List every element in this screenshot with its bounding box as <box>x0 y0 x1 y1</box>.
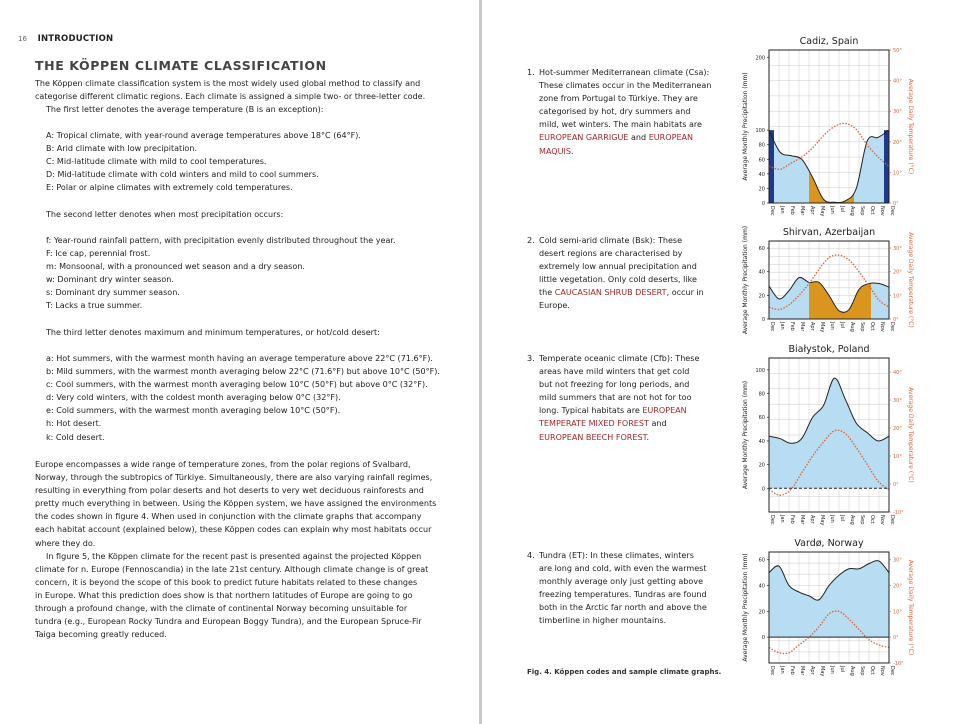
x-tick-label: Dec <box>769 515 775 525</box>
y-tick-label: 20 <box>758 186 765 193</box>
y2-tick-label: -10° <box>893 661 904 667</box>
y-tick-label: 20 <box>758 609 765 616</box>
list-item: c: Cool summers, with the warmest month averaging below 10°C (50°F) but above 0°C (32°F). <box>46 380 428 390</box>
text-line: little vegetation. Only cold deserts, like <box>539 275 697 285</box>
text-line: through a profound change, with the climate of continental Norway becoming unsuitable for <box>35 604 408 614</box>
x-tick-label: Dec <box>889 322 895 332</box>
chart-title: Białystok, Poland <box>788 344 870 355</box>
text-line: climate for n. Europe (Fennoscandia) in the late 21st century. Although climate change is of great <box>35 564 429 574</box>
text: the <box>539 288 555 298</box>
y-tick-label: 100 <box>755 128 765 135</box>
x-tick-label: Nov <box>879 322 885 332</box>
x-tick-label: Jan <box>779 322 785 330</box>
x-tick-label: Mar <box>799 666 805 676</box>
list-item: f: Year-round rainfall pattern, with precipitation evenly distributed throughout the year. <box>46 236 396 245</box>
x-tick-label: Jan <box>779 515 785 523</box>
y-tick-label: 40 <box>758 269 765 276</box>
list-item: s: Dominant dry summer season. <box>46 288 180 298</box>
x-tick-label: Jan <box>779 666 785 674</box>
x-tick-label: Dec <box>769 666 775 676</box>
text-line: desert regions are characterised by <box>539 249 683 259</box>
y-tick-label: 60 <box>758 157 765 164</box>
text-line: Cold semi-arid climate (Bsk): These <box>539 236 683 245</box>
text-line: mild summers that are not hot for too <box>539 393 692 403</box>
x-tick-label: Oct <box>869 666 875 675</box>
text-line: mild, wet winters. The main habitats are <box>539 120 702 130</box>
text-line: Temperate oceanic climate (Cfb): These <box>539 354 700 363</box>
text-line: zone from Portugal to Türkiye. They are <box>539 94 698 104</box>
text-line: each habitat account (explained below), these Köppen codes can explain why most habitats occur <box>35 525 432 535</box>
climate-item-bsk <box>527 234 727 313</box>
y2-tick-label: 20° <box>893 583 902 590</box>
y-tick-label: 20 <box>758 293 765 300</box>
section-title: INTRODUCTION <box>37 34 114 44</box>
y-tick-label: 200 <box>755 55 765 62</box>
item-number: 2. <box>527 236 535 245</box>
x-tick-label: Apr <box>809 666 815 675</box>
third-letter-list <box>46 352 466 444</box>
y2-tick-label: -10° <box>893 510 904 516</box>
y2-tick-label: 0° <box>893 317 899 323</box>
y2-axis-title: Average Daily Temperature (°C) <box>907 387 914 483</box>
x-tick-label: Jan <box>779 206 785 214</box>
x-tick-label: May <box>819 666 825 677</box>
running-head <box>18 34 113 44</box>
intro-line: The Köppen climate classification system is the most widely used global method to classify and <box>35 79 421 88</box>
x-tick-label: Jun <box>829 206 835 214</box>
chart-title: Shirvan, Azerbaijan <box>782 227 876 238</box>
habitat-link[interactable]: MAQUIS <box>539 146 572 156</box>
y-axis-title: Average Monthly Precipitation (mm) <box>742 225 749 335</box>
page-number: 16 <box>18 35 27 43</box>
y-tick-label: 0 <box>761 317 765 323</box>
text-line: but not freezing for long periods, and <box>539 380 690 390</box>
climate-chart-vardo <box>725 535 950 680</box>
habitat-link[interactable]: EUROPEAN GARRIGUE <box>539 133 629 143</box>
body-paragraph-1 <box>35 458 475 641</box>
climate-chart-shirvan <box>725 222 950 337</box>
y2-tick-label: 20° <box>893 139 902 146</box>
y-tick-label: 0 <box>761 635 765 642</box>
x-tick-label: Nov <box>879 515 885 525</box>
list-item: A: Tropical climate, with year-round average temperatures above 18°C (64°F). <box>46 131 361 140</box>
figure-caption: Fig. 4. Köppen codes and sample climate graphs. <box>527 668 722 676</box>
chart-title: Cadiz, Spain <box>799 36 859 47</box>
x-tick-label: Aug <box>849 206 855 216</box>
second-letter-heading: The second letter denotes when most precipitation occurs: <box>46 210 284 219</box>
text: long. Typical habitats are <box>539 406 643 416</box>
habitat-link[interactable]: EUROPEAN <box>648 133 694 143</box>
y-axis-title: Average Monthly Precipitation (mm) <box>742 380 749 490</box>
text-line: Tundra (ET): In these climates, winters <box>539 551 694 560</box>
y2-tick-label: 0° <box>893 201 899 207</box>
text-line: pretty much everything in between. Using the Köppen system, we have assigned the environments <box>35 499 437 509</box>
list-item: D: Mid-latitude climate with cold winters and mild to cool summers. <box>46 170 319 180</box>
y2-tick-label: 40° <box>893 370 902 376</box>
text-line: In figure 5, the Köppen climate for the recent past is presented against the projected Köppen <box>46 551 422 561</box>
text-line: extremely low annual precipitation and <box>539 262 697 272</box>
item-number: 3. <box>527 354 535 363</box>
y2-tick-label: 30° <box>893 246 902 253</box>
x-tick-label: Dec <box>769 322 775 332</box>
climate-item-csa <box>527 66 727 158</box>
page-title: THE KÖPPEN CLIMATE CLASSIFICATION <box>35 58 327 73</box>
y2-tick-label: 50° <box>893 48 902 54</box>
text-line: tundra (e.g., European Rocky Tundra and European Boggy Tundra), and the European Spruce-Fir <box>35 617 422 627</box>
x-tick-label: Aug <box>849 515 855 525</box>
y-tick-label: 60 <box>758 415 765 422</box>
text-line: Taiga becoming greatly reduced. <box>35 630 167 640</box>
x-tick-label: Apr <box>809 515 815 524</box>
x-tick-label: Jul <box>839 666 845 673</box>
text-line: areas have mild winters that get cold <box>539 367 690 377</box>
y-tick-label: 100 <box>755 367 765 374</box>
second-letter-list <box>46 234 466 313</box>
climate-chart-cadiz <box>725 28 950 223</box>
text-line: freezing temperatures. Tundras are found <box>539 590 707 600</box>
x-tick-label: Sep <box>859 515 865 525</box>
climate-item-cfb <box>527 352 727 444</box>
list-item: F: Ice cap, perennial frost. <box>46 249 151 259</box>
habitat-link[interactable]: EUROPEAN <box>642 406 687 416</box>
list-item: h: Hot desert. <box>46 419 102 429</box>
x-tick-label: Oct <box>869 515 875 524</box>
x-tick-label: Jun <box>829 322 835 330</box>
x-tick-label: Aug <box>849 666 855 676</box>
y-tick-label: 40 <box>758 583 765 590</box>
y-tick-label: 0 <box>761 201 765 207</box>
text-line: where they do. <box>35 538 96 548</box>
intro-paragraph <box>35 77 455 116</box>
y-axis-title: Average Monthly Precipitation (mm) <box>742 72 749 181</box>
y2-axis-title: Average Daily Temperature (°C) <box>907 232 914 328</box>
x-tick-label: Oct <box>869 206 875 215</box>
y2-tick-label: 10° <box>893 609 902 616</box>
y-tick-label: 40 <box>758 171 765 178</box>
text-line: both in the Arctic far north and above the <box>539 603 707 613</box>
x-tick-label: Jul <box>839 206 845 213</box>
text-line: monthly average only just getting above <box>539 577 704 587</box>
text-line: resulting in everything from polar deserts and hot deserts to very wet deciduous rainforests and <box>35 486 424 496</box>
x-tick-label: Apr <box>809 322 815 331</box>
x-tick-label: Nov <box>879 206 885 216</box>
list-item: T: Lacks a true summer. <box>46 301 143 311</box>
y2-tick-label: 10° <box>893 454 902 460</box>
list-item: d: Very cold winters, with the coldest month averaging below 0°C (32°F). <box>46 393 341 403</box>
list-item: a: Hot summers, with the warmest month having an average temperature above 22°C (71.6°F). <box>46 354 433 363</box>
x-tick-label: Apr <box>809 206 815 215</box>
x-tick-label: Jul <box>839 322 845 329</box>
chart-title: Vardø, Norway <box>794 538 864 549</box>
y2-tick-label: 20° <box>893 269 902 276</box>
list-item: w: Dominant dry winter season. <box>46 275 174 285</box>
text-line: are long and cold, with even the warmest <box>539 564 707 574</box>
x-tick-label: Feb <box>789 515 795 524</box>
text-line: categorised by hot, dry summers and <box>539 107 691 117</box>
y-tick-label: 0 <box>761 486 765 493</box>
y2-tick-label: 10° <box>893 170 902 177</box>
habitat-link[interactable]: EUROPEAN BEECH FOREST <box>539 432 647 442</box>
y-tick-label: 20 <box>758 462 765 469</box>
x-tick-label: Feb <box>789 322 795 331</box>
y2-axis-title: Average Daily Temperature (°C) <box>907 78 914 175</box>
x-tick-label: Feb <box>789 666 795 675</box>
x-tick-label: Dec <box>889 666 895 676</box>
y2-tick-label: 0° <box>893 482 899 488</box>
text-line: concern, it is beyond the scope of this book to predict future habitats related to these changes <box>35 577 418 587</box>
x-tick-label: Mar <box>799 322 805 332</box>
text: , occur in <box>666 288 704 298</box>
text-line: the codes shown in figure 4. When used in conjunction with the climate graphs that accompany <box>35 512 422 522</box>
x-tick-label: Dec <box>889 206 895 216</box>
y-axis-title: Average Monthly Precipitation (mm) <box>742 553 749 662</box>
x-tick-label: May <box>819 322 825 333</box>
item-number: 4. <box>527 551 535 560</box>
climate-chart-bialystok <box>725 340 950 530</box>
y2-axis-title: Average Daily Temperature (°C) <box>907 559 914 656</box>
text: and <box>628 133 649 143</box>
list-item: B: Arid climate with low precipitation. <box>46 144 198 154</box>
x-tick-label: Aug <box>849 322 855 332</box>
x-tick-label: Jun <box>829 515 835 523</box>
x-tick-label: Mar <box>799 206 805 216</box>
text-line: Europe. <box>539 301 570 311</box>
list-item: E: Polar or alpine climates with extremely cold temperatures. <box>46 183 293 193</box>
x-tick-label: Sep <box>859 322 865 332</box>
x-tick-label: May <box>819 515 825 526</box>
list-item: m: Monsoonal, with a pronounced wet season and a dry season. <box>46 262 305 272</box>
x-tick-label: Sep <box>859 206 865 216</box>
y2-tick-label: 30° <box>893 109 902 116</box>
list-item: b: Mild summers, with the warmest month averaging below 22°C (71.6°F) but above 10°C (50°F). <box>46 367 440 377</box>
y-tick-label: 80 <box>758 142 765 149</box>
climate-item-et <box>527 549 727 628</box>
x-tick-label: Jul <box>839 515 845 522</box>
x-tick-label: Dec <box>889 515 895 525</box>
text-line: Europe encompasses a wide range of temperature zones, from the polar regions of Svalbard, <box>35 460 411 469</box>
habitat-link[interactable]: CAUCASIAN SHRUB DESERT <box>554 288 667 298</box>
x-tick-label: Mar <box>799 515 805 525</box>
text-line: Hot-summer Mediterranean climate (Csa): <box>539 68 710 77</box>
list-item: C: Mid-latitude climate with mild to cool temperatures. <box>46 157 267 167</box>
text-line: These climates occur in the Mediterranean <box>539 81 712 91</box>
text: . <box>571 146 574 156</box>
y2-tick-label: 10° <box>893 293 902 300</box>
y-tick-label: 60 <box>758 246 765 253</box>
y-tick-label: 60 <box>758 557 765 564</box>
intro-line: categorise different climatic regions. Each climate is assigned a simple two- or three-letter code. <box>35 92 426 102</box>
first-letter-list <box>46 129 466 194</box>
list-item: e: Cold summers, with the warmest month averaging below 10°C (50°F). <box>46 406 341 416</box>
text-line: in Europe. What this prediction does show is that northern latitudes of Europe are going to go <box>35 590 413 600</box>
list-item: k: Cold desert. <box>46 432 105 442</box>
text-line: timberline in higher mountains. <box>539 616 667 626</box>
y-tick-label: 80 <box>758 391 765 398</box>
y2-tick-label: 40° <box>893 78 902 85</box>
x-tick-label: May <box>819 206 825 217</box>
third-letter-heading: The third letter denotes maximum and minimum temperatures, or hot/cold desert: <box>46 328 380 337</box>
x-tick-label: Oct <box>869 322 875 331</box>
x-tick-label: Sep <box>859 666 865 676</box>
x-tick-label: Dec <box>769 206 775 216</box>
y-tick-label: 40 <box>758 438 765 445</box>
y2-tick-label: 30° <box>893 398 902 404</box>
y2-tick-label: 0° <box>893 635 899 642</box>
habitat-link[interactable]: TEMPERATE MIXED FOREST <box>539 419 649 429</box>
text-line: Norway, through the subtropics of Türkiye. Simultaneously, there are also varying rainfall regimes, <box>35 473 433 483</box>
item-number: 1. <box>527 68 535 77</box>
x-tick-label: Feb <box>789 206 795 215</box>
wet-period-bar <box>884 130 889 203</box>
text: . <box>646 432 650 442</box>
x-tick-label: Nov <box>879 666 885 676</box>
x-tick-label: Jun <box>829 666 835 674</box>
y2-tick-label: 30° <box>893 557 902 564</box>
first-letter-heading: The first letter denotes the average temperature (B is an exception): <box>46 105 324 115</box>
y2-tick-label: 20° <box>893 426 902 432</box>
text: and <box>648 419 667 429</box>
